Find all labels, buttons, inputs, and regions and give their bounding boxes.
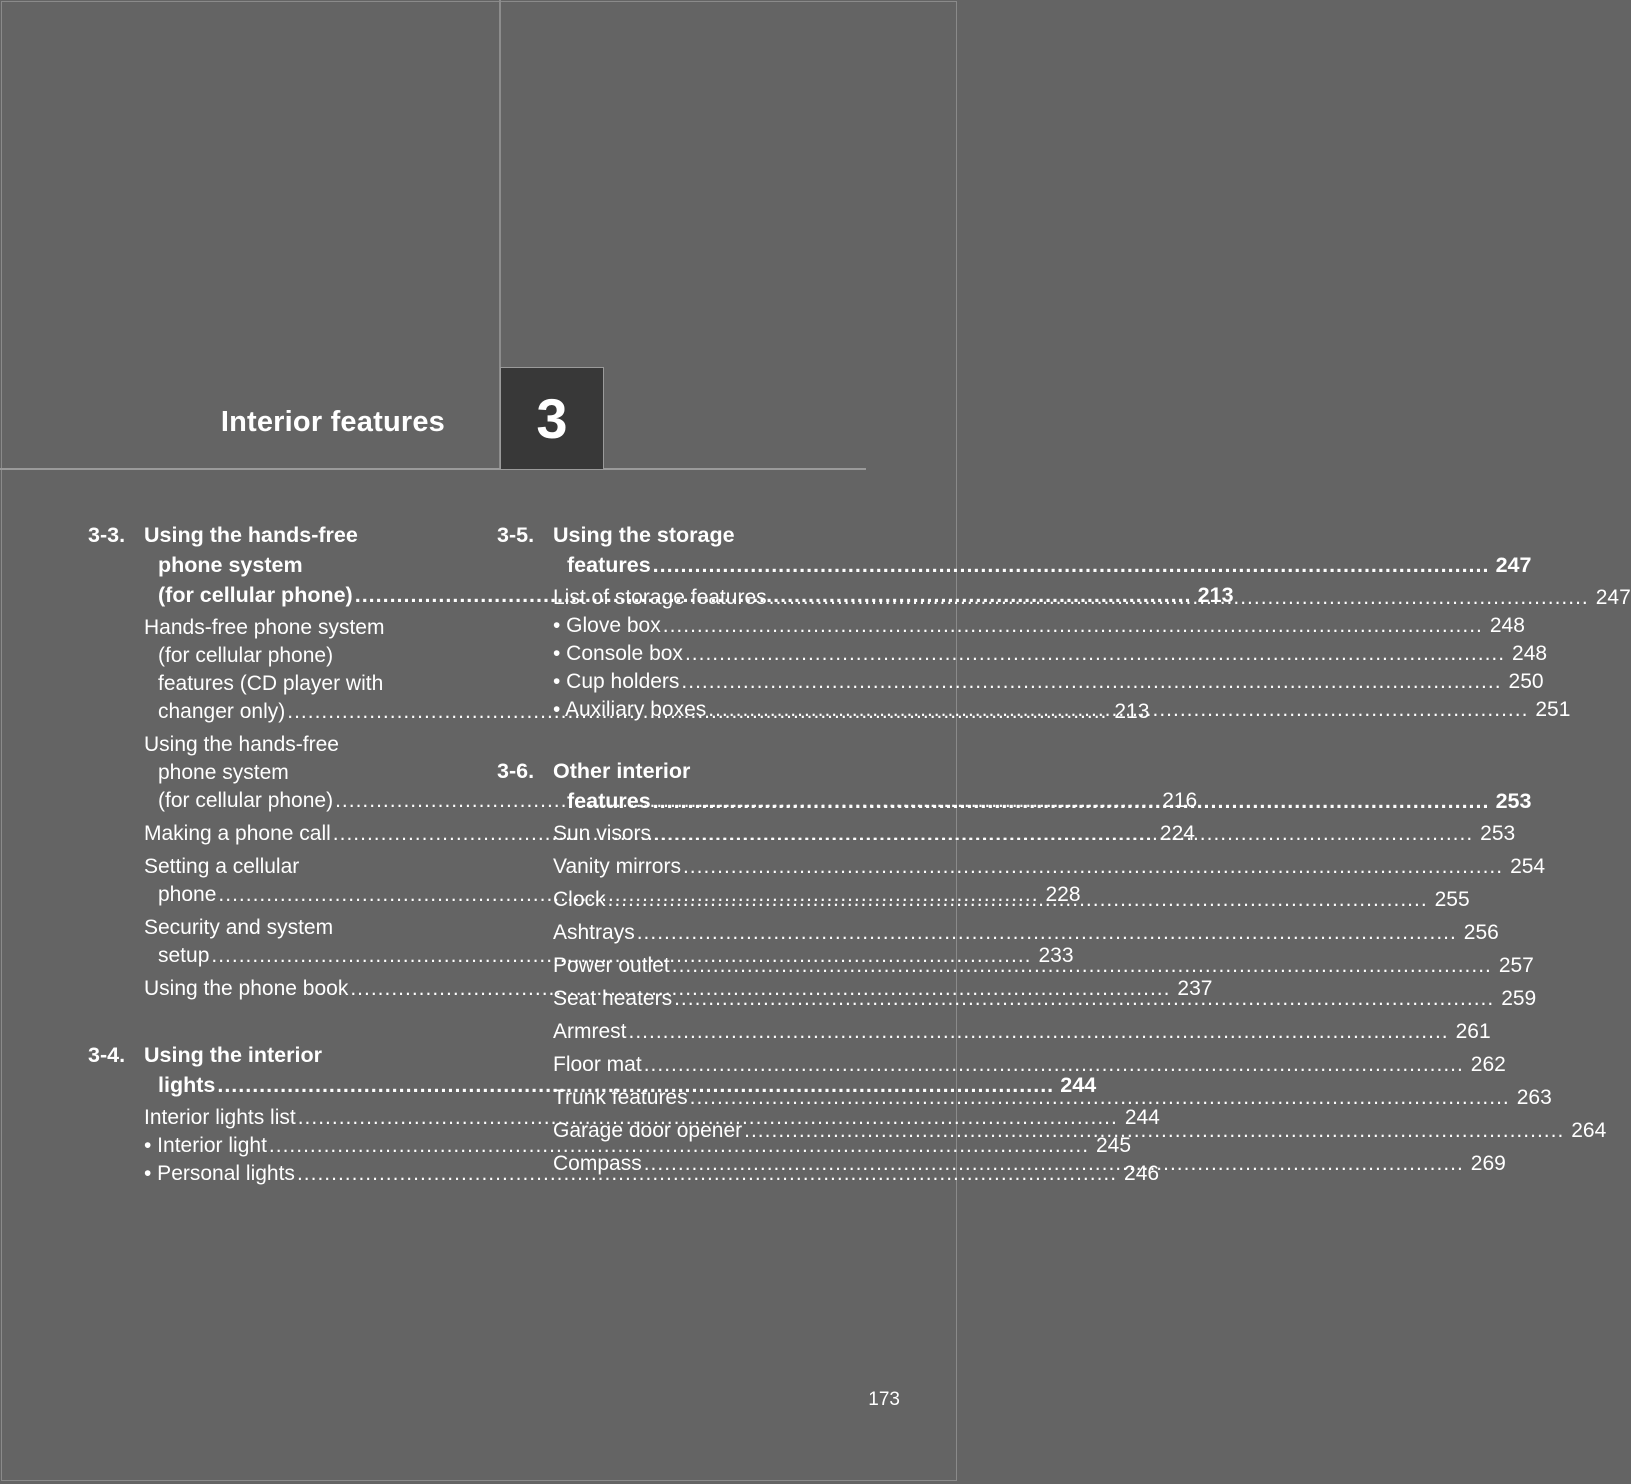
entry-text: (for cellular phone) bbox=[158, 644, 334, 667]
leader-dots bbox=[608, 886, 1428, 914]
entry-text: Setting a cellular bbox=[144, 855, 300, 878]
section-title-text: lights bbox=[158, 1073, 216, 1097]
entry-line bbox=[553, 1051, 1506, 1079]
entry-text: Seat heaters bbox=[553, 987, 673, 1010]
section-heading[interactable] bbox=[497, 520, 1532, 580]
entry-line bbox=[553, 640, 1548, 668]
entry-text: • Auxiliary boxes bbox=[553, 698, 707, 721]
entry-page-number: 237 bbox=[1177, 977, 1213, 1000]
entry-text: phone bbox=[158, 883, 217, 906]
entry-text: Clock bbox=[553, 888, 606, 911]
entry-text: Sun visors bbox=[553, 822, 652, 845]
section-number: 3-5. bbox=[497, 523, 535, 547]
entry-line bbox=[553, 612, 1525, 640]
toc-entry[interactable] bbox=[144, 1132, 1132, 1160]
entry-text: List of storage features bbox=[553, 586, 767, 609]
entry-text: features (CD player with bbox=[158, 672, 384, 695]
entry-text: phone system bbox=[158, 761, 289, 784]
entry-page-number: 248 bbox=[1512, 642, 1548, 665]
leader-dots bbox=[644, 1150, 1464, 1178]
leader-dots bbox=[681, 668, 1501, 696]
entry-line bbox=[144, 614, 460, 642]
entry-page-number: 254 bbox=[1510, 855, 1546, 878]
entry-text: Making a phone call bbox=[144, 822, 331, 845]
section-title-line bbox=[553, 786, 1531, 816]
chapter-title: Interior features bbox=[220, 406, 445, 438]
leader-dots bbox=[769, 584, 1589, 612]
leader-dots bbox=[674, 985, 1494, 1013]
toc-entry[interactable] bbox=[553, 640, 1548, 668]
entry-text: • Console box bbox=[553, 642, 683, 665]
entry-line bbox=[144, 853, 460, 881]
leader-dots bbox=[653, 786, 1490, 816]
leader-dots bbox=[683, 853, 1503, 881]
section-title-text: features bbox=[567, 553, 651, 577]
entry-text: Security and system bbox=[144, 916, 334, 939]
chapter-number: 3 bbox=[536, 387, 568, 450]
section-page-number: 247 bbox=[1495, 553, 1532, 577]
section-title-line bbox=[553, 520, 1531, 550]
entry-text: Trunk features bbox=[553, 1086, 688, 1109]
section-title-text: phone system bbox=[158, 553, 303, 577]
entry-page-number: 246 bbox=[1124, 1162, 1160, 1185]
entry-page-number: 245 bbox=[1096, 1134, 1132, 1157]
toc-entry[interactable] bbox=[553, 1018, 1491, 1046]
leader-dots bbox=[708, 696, 1528, 724]
leader-dots bbox=[663, 612, 1483, 640]
entry-text: Compass bbox=[553, 1152, 642, 1175]
section-title-text: Using the storage bbox=[553, 523, 735, 547]
entry-page-number: 257 bbox=[1498, 954, 1534, 977]
entry-page-number: 244 bbox=[1124, 1106, 1160, 1129]
entry-page-number: 261 bbox=[1455, 1020, 1491, 1043]
section-number: 3-6. bbox=[497, 759, 535, 783]
entry-text: setup bbox=[158, 944, 210, 967]
toc-entry[interactable] bbox=[553, 612, 1525, 640]
section-title-line bbox=[553, 756, 1531, 786]
entry-line bbox=[144, 731, 460, 759]
entry-page-number: 228 bbox=[1045, 883, 1081, 906]
entry-page-number: 262 bbox=[1470, 1053, 1506, 1076]
entry-line bbox=[144, 670, 460, 698]
entry-page-number: 213 bbox=[1114, 700, 1150, 723]
section-title-line bbox=[553, 550, 1531, 580]
entry-text: • Cup holders bbox=[553, 670, 680, 693]
entry-line bbox=[144, 759, 460, 787]
section-page-number: 244 bbox=[1060, 1073, 1097, 1097]
section-page-number: 213 bbox=[1197, 583, 1234, 607]
entry-text: Floor mat bbox=[553, 1053, 642, 1076]
section-title-text: (for cellular phone) bbox=[158, 583, 353, 607]
entry-page-number: 269 bbox=[1470, 1152, 1506, 1175]
entry-text: changer only) bbox=[158, 700, 286, 723]
entry-page-number: 255 bbox=[1434, 888, 1470, 911]
entry-text: Power outlet bbox=[553, 954, 670, 977]
entry-line bbox=[144, 914, 460, 942]
entry-page-number: 250 bbox=[1508, 670, 1544, 693]
section-title-text: Using the hands-free bbox=[144, 523, 358, 547]
entry-line bbox=[553, 853, 1546, 881]
chapter-number-tab bbox=[500, 367, 604, 470]
leader-dots bbox=[644, 1051, 1464, 1079]
entry-text: Garage door opener bbox=[553, 1119, 743, 1142]
leader-dots bbox=[685, 640, 1505, 668]
section-number: 3-4. bbox=[88, 1043, 126, 1067]
entry-line bbox=[553, 919, 1499, 947]
leader-dots bbox=[653, 550, 1490, 580]
leader-dots bbox=[672, 952, 1492, 980]
entry-page-number: 256 bbox=[1463, 921, 1499, 944]
leader-dots bbox=[690, 1084, 1510, 1112]
entry-text: Using the hands-free bbox=[144, 733, 339, 756]
section-page-number: 253 bbox=[1495, 789, 1532, 813]
entry-page-number: 247 bbox=[1595, 586, 1631, 609]
entry-page-number: 224 bbox=[1159, 822, 1195, 845]
entry-text: • Glove box bbox=[553, 614, 661, 637]
entry-page-number: 216 bbox=[1162, 789, 1198, 812]
chapter-divider-horizontal bbox=[0, 468, 866, 470]
entry-line bbox=[553, 1018, 1491, 1046]
entry-page-number: 233 bbox=[1038, 944, 1074, 967]
entry-page-number: 264 bbox=[1571, 1119, 1607, 1142]
toc-entry[interactable] bbox=[553, 919, 1499, 947]
leader-dots bbox=[653, 820, 1473, 848]
entry-page-number: 251 bbox=[1535, 698, 1571, 721]
entry-text: • Interior light bbox=[144, 1134, 267, 1157]
entry-text: • Personal lights bbox=[144, 1162, 295, 1185]
entry-line bbox=[144, 1132, 1132, 1160]
section-title-text: Using the interior bbox=[144, 1043, 322, 1067]
entry-page-number: 253 bbox=[1480, 822, 1516, 845]
entry-page-number: 263 bbox=[1516, 1086, 1552, 1109]
entry-text: Vanity mirrors bbox=[553, 855, 681, 878]
entry-text: Hands-free phone system bbox=[144, 616, 385, 639]
leader-dots bbox=[629, 1018, 1449, 1046]
page-number: 173 bbox=[868, 1389, 900, 1410]
entry-text: Ashtrays bbox=[553, 921, 635, 944]
entry-text: (for cellular phone) bbox=[158, 789, 334, 812]
entry-line bbox=[144, 642, 460, 670]
entry-text: Armrest bbox=[553, 1020, 627, 1043]
toc-entry[interactable] bbox=[553, 853, 1546, 881]
section-title-text: features bbox=[567, 789, 651, 813]
entry-line bbox=[553, 668, 1544, 696]
entry-page-number: 248 bbox=[1489, 614, 1525, 637]
section-number: 3-3. bbox=[88, 523, 126, 547]
entry-page-number: 259 bbox=[1501, 987, 1537, 1010]
toc-entry[interactable] bbox=[553, 668, 1544, 696]
entry-text: Using the phone book bbox=[144, 977, 349, 1000]
toc-entry[interactable] bbox=[553, 1051, 1506, 1079]
section-title-text: Other interior bbox=[553, 759, 691, 783]
leader-dots bbox=[744, 1117, 1564, 1145]
entry-text: Interior lights list bbox=[144, 1106, 296, 1129]
leader-dots bbox=[637, 919, 1457, 947]
